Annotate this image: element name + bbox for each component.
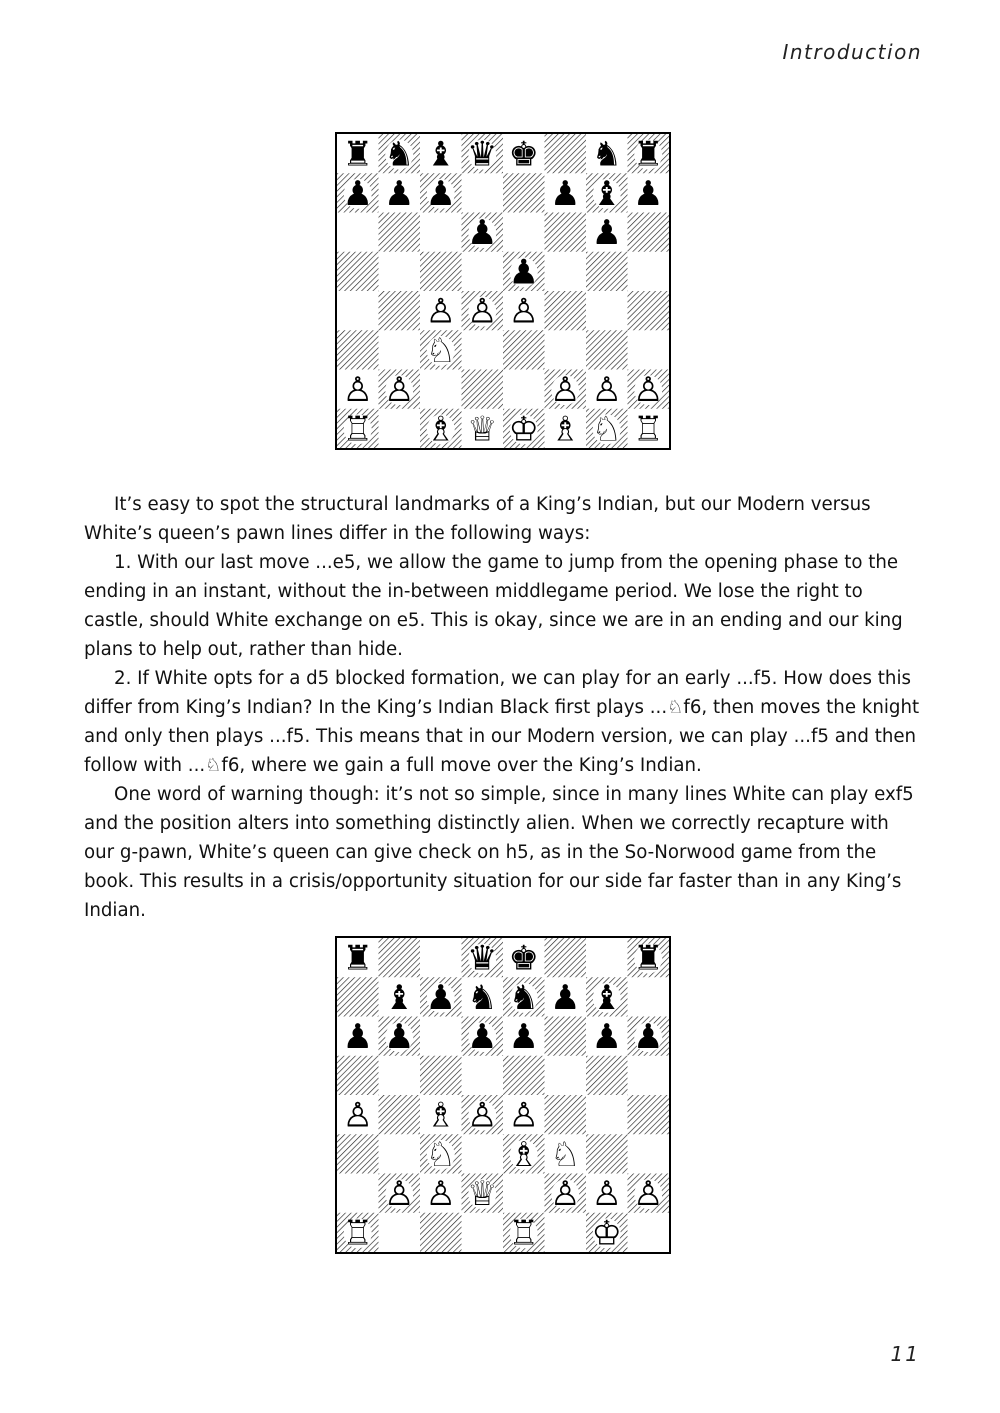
- white-rook-a1: ♖: [342, 409, 373, 448]
- chess-diagram-2: [335, 936, 671, 1254]
- black-bishop-g7: ♝: [591, 977, 622, 1018]
- black-king-e8: ♚: [508, 938, 539, 979]
- dark-square: [379, 291, 421, 330]
- black-pawn-g6: ♟: [591, 1017, 622, 1058]
- black-bishop-b7: ♝: [384, 977, 415, 1018]
- black-pawn-b6: ♟: [384, 1017, 415, 1058]
- black-pawn-b7: ♟: [384, 173, 415, 214]
- dark-square: [545, 134, 587, 173]
- dark-square: [337, 252, 379, 291]
- dark-square: [586, 252, 628, 291]
- paragraph-1: It’s easy to spot the structural landmarks of a King’s Indian, but our Modern versus White’s queen’s pawn lines differ in the following ways:: [84, 494, 871, 544]
- white-bishop-f1: ♗: [550, 409, 581, 448]
- white-pawn-h2: ♙: [633, 1174, 664, 1215]
- white-rook-e1: ♖: [508, 1213, 539, 1252]
- black-bishop-g7: ♝: [591, 173, 622, 214]
- dark-square: [337, 1134, 379, 1173]
- black-pawn-d6: ♟: [467, 1017, 498, 1058]
- black-knight-b8: ♞: [384, 134, 415, 175]
- chessboard: [337, 938, 669, 1252]
- black-pawn-a7: ♟: [342, 173, 373, 214]
- white-pawn-a2: ♙: [342, 370, 373, 411]
- black-pawn-h7: ♟: [633, 173, 664, 214]
- white-bishop-c1: ♗: [425, 409, 456, 448]
- white-pawn-d4: ♙: [467, 291, 498, 332]
- dark-square: [337, 977, 379, 1016]
- black-pawn-d6: ♟: [467, 213, 498, 254]
- dark-square: [420, 252, 462, 291]
- white-pawn-b2: ♙: [384, 370, 415, 411]
- dark-square: [503, 1056, 545, 1095]
- white-pawn-d4: ♙: [467, 1095, 498, 1136]
- black-rook-h8: ♜: [633, 938, 664, 979]
- white-knight-g1: ♘: [591, 409, 622, 448]
- white-knight-f3: ♘: [550, 1134, 581, 1175]
- white-queen-d1: ♕: [467, 409, 498, 448]
- page-number: 11: [890, 1342, 920, 1366]
- black-king-e8: ♚: [508, 134, 539, 175]
- black-pawn-h6: ♟: [633, 1017, 664, 1058]
- black-bishop-c8: ♝: [425, 134, 456, 175]
- black-knight-e7: ♞: [508, 977, 539, 1018]
- dark-square: [337, 1056, 379, 1095]
- black-pawn-f7: ♟: [550, 173, 581, 214]
- dark-square: [545, 938, 587, 977]
- white-queen-d2: ♕: [467, 1174, 498, 1215]
- white-king-g1: ♔: [591, 1213, 622, 1252]
- black-pawn-e5: ♟: [508, 252, 539, 293]
- white-pawn-b2: ♙: [384, 1174, 415, 1215]
- dark-square: [420, 1056, 462, 1095]
- white-knight-c3: ♘: [425, 330, 456, 371]
- dark-square: [462, 370, 504, 409]
- white-pawn-c4: ♙: [425, 291, 456, 332]
- dark-square: [586, 1056, 628, 1095]
- chessboard: [337, 134, 669, 448]
- black-rook-a8: ♜: [342, 134, 373, 175]
- white-pawn-c2: ♙: [425, 1174, 456, 1215]
- black-pawn-c7: ♟: [425, 977, 456, 1018]
- dark-square: [420, 1213, 462, 1252]
- dark-square: [628, 213, 670, 252]
- black-queen-d8: ♛: [467, 134, 498, 175]
- black-pawn-g6: ♟: [591, 213, 622, 254]
- dark-square: [628, 291, 670, 330]
- dark-square: [379, 938, 421, 977]
- white-bishop-e3: ♗: [508, 1134, 539, 1175]
- white-pawn-f2: ♙: [550, 1174, 581, 1215]
- dark-square: [503, 330, 545, 369]
- white-king-e1: ♔: [508, 409, 539, 448]
- white-pawn-h2: ♙: [633, 370, 664, 411]
- dark-square: [545, 213, 587, 252]
- black-knight-d7: ♞: [467, 977, 498, 1018]
- dark-square: [545, 1017, 587, 1056]
- dark-square: [628, 1095, 670, 1134]
- black-pawn-c7: ♟: [425, 173, 456, 214]
- paragraph-4: One word of warning though: it’s not so simple, since in many lines White can play exf5 and the position alters into something distinctly alien. When we correctly recapture with our g-pawn, White’s queen can give check on h5, as in the So-Norwood game from the book. This results in a crisis/opportunity situation for our side far faster than in any King’s Indian.: [84, 784, 914, 921]
- chess-diagram-1: [335, 132, 671, 450]
- dark-square: [379, 213, 421, 252]
- black-queen-d8: ♛: [467, 938, 498, 979]
- black-knight-g8: ♞: [591, 134, 622, 175]
- white-rook-a1: ♖: [342, 1213, 373, 1252]
- white-bishop-c4: ♗: [425, 1095, 456, 1136]
- dark-square: [379, 1095, 421, 1134]
- paragraph-2: 1. With our last move ...e5, we allow the game to jump from the opening phase to the ending in an instant, without the in-between middlegame period. We lose the right to castle, should White exchange on e5. This is okay, since we are in an ending and our king plans to help out, rather than hide.: [84, 552, 903, 660]
- paragraph-3: 2. If White opts for a d5 blocked formation, we can play for an early ...f5. How does this differ from King’s Indian? In the King’s Indian Black first plays ...♘f6, then moves the knight and only then plays ...f5. This means that in our Modern version, we can play ...f5 and then follow with ...♘f6, where we gain a full move over the King’s Indian.: [84, 668, 920, 776]
- white-pawn-e4: ♙: [508, 291, 539, 332]
- white-pawn-e4: ♙: [508, 1095, 539, 1136]
- black-pawn-a6: ♟: [342, 1017, 373, 1058]
- dark-square: [545, 291, 587, 330]
- body-text: [84, 490, 920, 925]
- white-pawn-a4: ♙: [342, 1095, 373, 1136]
- dark-square: [545, 1095, 587, 1134]
- white-pawn-g2: ♙: [591, 370, 622, 411]
- black-pawn-e6: ♟: [508, 1017, 539, 1058]
- black-rook-a8: ♜: [342, 938, 373, 979]
- dark-square: [586, 1134, 628, 1173]
- dark-square: [586, 330, 628, 369]
- dark-square: [337, 330, 379, 369]
- black-pawn-f7: ♟: [550, 977, 581, 1018]
- white-pawn-g2: ♙: [591, 1174, 622, 1215]
- running-head: Introduction: [782, 40, 922, 64]
- dark-square: [503, 173, 545, 212]
- white-knight-c3: ♘: [425, 1134, 456, 1175]
- white-rook-h1: ♖: [633, 409, 664, 448]
- white-pawn-f2: ♙: [550, 370, 581, 411]
- black-rook-h8: ♜: [633, 134, 664, 175]
